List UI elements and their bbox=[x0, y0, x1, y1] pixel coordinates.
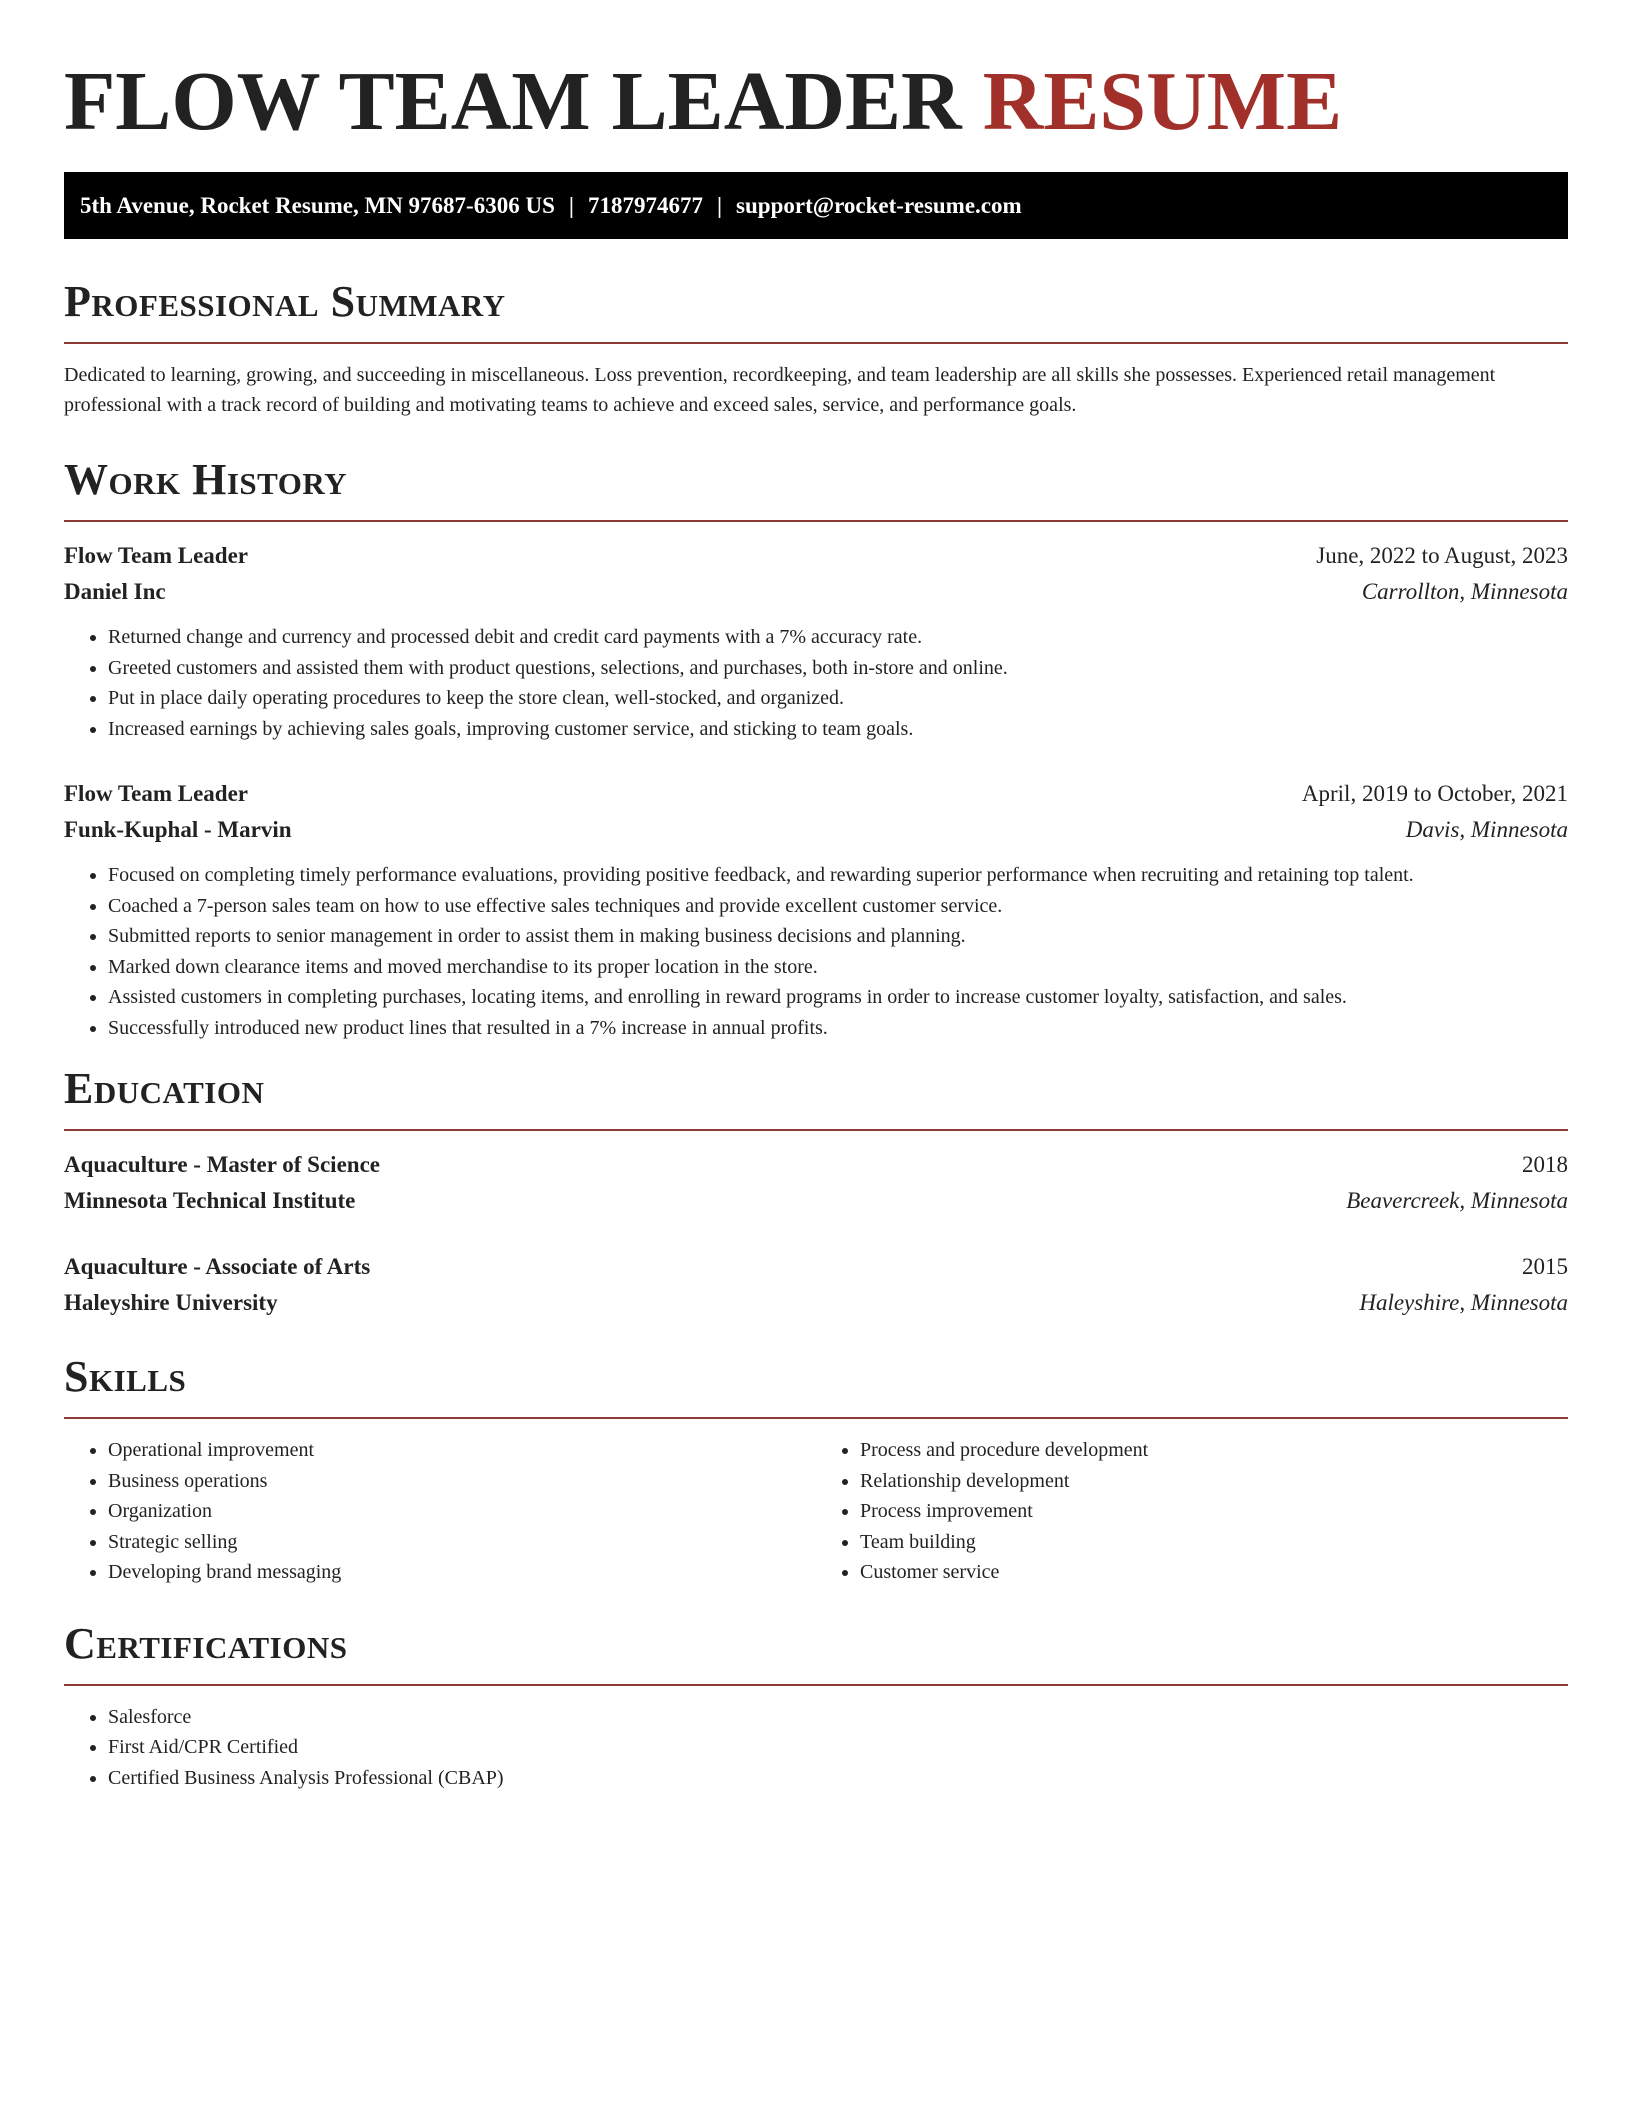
education-year: 2018 bbox=[1522, 1152, 1568, 1177]
education-location: Haleyshire, Minnesota bbox=[1359, 1290, 1568, 1315]
education-degree: Aquaculture - Master of Science bbox=[64, 1152, 380, 1177]
list-item: • Greeted customers and assisted them with product questions, selections, and purchases, both in-store and online. bbox=[108, 653, 1568, 684]
job-location: Davis, Minnesota bbox=[1405, 817, 1568, 842]
education-entry bbox=[64, 1147, 1568, 1219]
contact-separator: | bbox=[568, 193, 574, 218]
education-subheader bbox=[64, 1285, 1568, 1321]
education-header bbox=[64, 1249, 1568, 1285]
job-dates: June, 2022 to August, 2023 bbox=[1316, 543, 1568, 568]
skills-grid bbox=[64, 1435, 1568, 1588]
list-item: • Developing brand messaging bbox=[108, 1557, 816, 1588]
summary-section bbox=[64, 276, 1568, 420]
section-title: Certifications bbox=[64, 1618, 348, 1668]
contact-email: support@rocket-resume.com bbox=[736, 193, 1022, 218]
list-item: • Operational improvement bbox=[108, 1435, 816, 1466]
list-item: • Returned change and currency and processed debit and credit card payments with a 7% accuracy rate. bbox=[108, 622, 1568, 653]
job-location: Carrollton, Minnesota bbox=[1361, 579, 1568, 604]
list-item: • Team building bbox=[860, 1527, 1568, 1558]
section-divider bbox=[64, 342, 1568, 344]
education-school: Minnesota Technical Institute bbox=[64, 1188, 356, 1213]
list-item: • Customer service bbox=[860, 1557, 1568, 1588]
list-item: • Coached a 7-person sales team on how to use effective sales techniques and provide excellent customer service. bbox=[108, 891, 1568, 922]
list-item: • Successfully introduced new product lines that resulted in a 7% increase in annual profits. bbox=[108, 1013, 1568, 1044]
education-location: Beavercreek, Minnesota bbox=[1346, 1188, 1568, 1213]
job-bullets bbox=[64, 860, 1568, 1043]
list-item: • Put in place daily operating procedures to keep the store clean, well-stocked, and organized. bbox=[108, 683, 1568, 714]
certifications-list bbox=[64, 1702, 1568, 1794]
education-header bbox=[64, 1147, 1568, 1183]
job-entry bbox=[64, 776, 1568, 1043]
job-role: Flow Team Leader bbox=[64, 781, 248, 806]
summary-text: Dedicated to learning, growing, and succeeding in miscellaneous. Loss prevention, recordkeeping, and team leadership are all skills she possesses. Experienced retail management professional with a track record of building and motivating teams to achieve and exceed sales, service, and performance goals. bbox=[64, 364, 1496, 416]
contact-bar bbox=[64, 172, 1568, 239]
list-item: • Relationship development bbox=[860, 1466, 1568, 1497]
list-item: • Marked down clearance items and moved merchandise to its proper location in the store. bbox=[108, 952, 1568, 983]
skills-section bbox=[64, 1351, 1568, 1588]
list-item: • Submitted reports to senior management in order to assist them in making business decisions and planning. bbox=[108, 921, 1568, 952]
section-title: Work History bbox=[64, 455, 348, 504]
title-accent: RESUME bbox=[982, 55, 1343, 148]
skills-list-left bbox=[64, 1435, 816, 1588]
list-item: • Process and procedure development bbox=[860, 1435, 1568, 1466]
section-title: Professional Summary bbox=[64, 277, 506, 326]
education-entry bbox=[64, 1249, 1568, 1321]
job-bullets bbox=[64, 622, 1568, 744]
section-divider bbox=[64, 1417, 1568, 1419]
list-item: • Increased earnings by achieving sales goals, improving customer service, and sticking to team goals. bbox=[108, 714, 1568, 745]
job-role: Flow Team Leader bbox=[64, 543, 248, 568]
contact-phone: 7187974677 bbox=[587, 193, 703, 218]
skills-list-right bbox=[816, 1435, 1568, 1588]
list-item: • Salesforce bbox=[108, 1702, 1568, 1733]
job-company: Daniel Inc bbox=[64, 579, 166, 604]
job-entry bbox=[64, 538, 1568, 744]
list-item: • Process improvement bbox=[860, 1496, 1568, 1527]
list-item: • Business operations bbox=[108, 1466, 816, 1497]
list-item: • Organization bbox=[108, 1496, 816, 1527]
resume-title bbox=[64, 52, 1568, 152]
education-subheader bbox=[64, 1183, 1568, 1219]
list-item: • Certified Business Analysis Professional (CBAP) bbox=[108, 1763, 1568, 1794]
work-history-section bbox=[64, 454, 1568, 1043]
section-title: Skills bbox=[64, 1352, 187, 1401]
title-main: FLOW TEAM LEADER bbox=[64, 55, 962, 148]
job-subheader bbox=[64, 812, 1568, 848]
list-item: • Focused on completing timely performance evaluations, providing positive feedback, and rewarding superior performance when recruiting and retaining top talent. bbox=[108, 860, 1568, 891]
education-degree: Aquaculture - Associate of Arts bbox=[64, 1254, 371, 1279]
list-item: • Strategic selling bbox=[108, 1527, 816, 1558]
education-school: Haleyshire University bbox=[64, 1290, 278, 1315]
education-section bbox=[64, 1063, 1568, 1321]
job-header bbox=[64, 776, 1568, 812]
list-item: • Assisted customers in completing purchases, locating items, and enrolling in reward programs in order to increase customer loyalty, satisfaction, and sales. bbox=[108, 982, 1568, 1013]
section-divider bbox=[64, 1129, 1568, 1131]
job-dates: April, 2019 to October, 2021 bbox=[1301, 781, 1568, 806]
certifications-section bbox=[64, 1618, 1568, 1794]
job-company: Funk-Kuphal - Marvin bbox=[64, 817, 292, 842]
contact-address: 5th Avenue, Rocket Resume, MN 97687-6306 US bbox=[80, 193, 555, 218]
job-subheader bbox=[64, 574, 1568, 610]
education-year: 2015 bbox=[1522, 1254, 1568, 1279]
section-title: Education bbox=[64, 1064, 265, 1113]
section-divider bbox=[64, 1684, 1568, 1686]
contact-separator: | bbox=[716, 193, 723, 218]
list-item: • First Aid/CPR Certified bbox=[108, 1732, 1568, 1763]
job-header bbox=[64, 538, 1568, 574]
section-divider bbox=[64, 520, 1568, 522]
